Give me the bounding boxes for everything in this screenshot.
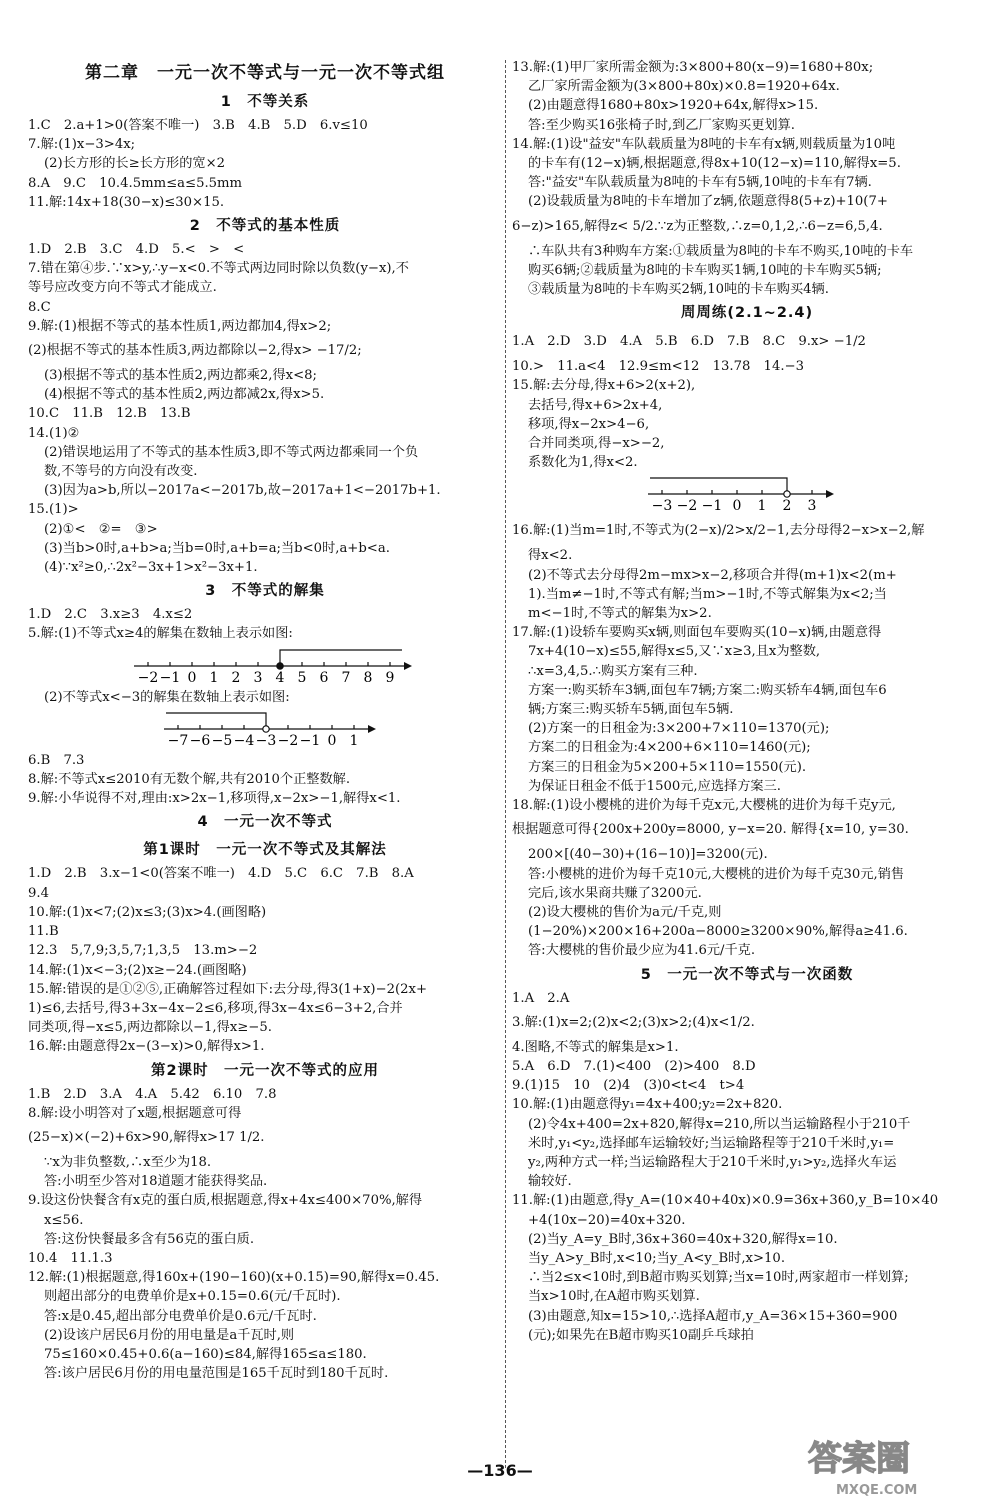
tick-label: −1 — [701, 498, 723, 515]
answer-line: 为保证日租金不低于1500元,应选择方案三. — [528, 778, 781, 794]
answer-line: 16.解:(1)当m=1时,不等式为(2−x)/2>x/2−1,去分母得2−x>x−2,解 — [512, 523, 925, 539]
answer-line: (2)根据不等式的基本性质3,两边都除以−2,得x> −17/2; — [28, 343, 362, 359]
answer-line: 移项,得x−2x>4−6, — [528, 416, 650, 432]
page-number: —136— — [467, 1461, 533, 1480]
answer-line: 200×[(40−30)+(16−10)]=3200(元). — [528, 847, 768, 863]
tick-label: 3 — [807, 498, 817, 515]
answer-line: 答:小明至少答对18道题才能获得奖品. — [44, 1174, 268, 1190]
answer-line: 方案二的日租金为:4×200+6×110=1460(元); — [528, 740, 811, 756]
answer-line: 1.D 2.C 3.x≥3 4.x≤2 — [28, 607, 193, 623]
answer-line: (2)设该户居民6月份的用电量是a千瓦时,则 — [44, 1327, 295, 1343]
answer-line: m<−1时,不等式的解集为x>2. — [528, 606, 712, 622]
answer-line: 购买6辆;②载质量为8吨的卡车购买1辆,10吨的卡车购买5辆; — [528, 262, 882, 278]
tick-label: −6 — [189, 732, 211, 749]
axis-arrow — [404, 662, 412, 670]
answer-line: 10.解:(1)由题意得y₁=4x+400;y₂=2x+820. — [512, 1097, 783, 1113]
tick-label: −1 — [159, 669, 181, 686]
answer-line: 14.(1)② — [28, 425, 80, 441]
answer-line: 9.(1)15 10 (2)4 (3)0<t<4 t>4 — [512, 1078, 745, 1094]
tick-label: 2 — [782, 498, 792, 515]
answer-line: (2)设大樱桃的售价为a元/千克,则 — [528, 904, 722, 920]
answer-line: (3)当b>0时,a+b>a;当b=0时,a+b=a;当b<0时,a+b<a. — [44, 540, 390, 556]
open-endpoint — [784, 491, 790, 497]
answer-line: 答:至少购买16张椅子时,到乙厂家购买更划算. — [528, 117, 795, 133]
answer-line: 15.解:去分母,得x+6>2(x+2), — [512, 378, 696, 394]
answer-line: (2)当y_A=y_B时,36x+360=40x+320,解得x=10. — [528, 1231, 838, 1247]
answer-line: 1.D 2.B 3.x−1<0(答案不唯一) 4.D 5.C 6.C 7.B 8.A — [28, 866, 414, 882]
answer-line: 答:x是0.45,超出部分电费单价是0.6元/千瓦时. — [44, 1308, 317, 1324]
tick-label: −7 — [167, 732, 189, 749]
answer-line: (2)①< ②= ③> — [44, 521, 158, 537]
answer-line: ∴x=3,4,5.∴购买方案有三种. — [528, 663, 698, 679]
answer-line: 9.4 — [28, 885, 49, 901]
watermark-logo — [776, 1432, 986, 1498]
tick-label: 8 — [363, 669, 373, 686]
number-line-svg — [28, 644, 498, 688]
tick-label: −2 — [137, 669, 159, 686]
answer-line: 去括号,得x+6>2x+4, — [528, 397, 663, 413]
watermark-text: 答案圈 — [808, 1439, 910, 1479]
answer-line: 方案一:购买轿车3辆,面包车7辆;方案二:购买轿车4辆,面包车6 — [528, 682, 887, 698]
tick-label: −1 — [299, 732, 321, 749]
answer-line: 答:该户居民6月份的用电量范围是165千瓦时到180千瓦时. — [44, 1366, 389, 1382]
answer-line: (2)不等式x<−3的解集在数轴上表示如图: — [44, 689, 290, 705]
answer-line: 得x<2. — [528, 548, 573, 564]
answer-line: (3)根据不等式的基本性质2,两边都乘2,得x<8; — [44, 368, 317, 384]
answer-line: 系数化为1,得x<2. — [528, 455, 638, 471]
answer-line: 数,不等号的方向没有改变. — [44, 464, 198, 480]
answer-line: 9.解:(1)根据不等式的基本性质1,两边都加4,得x>2; — [28, 318, 332, 334]
section-title: 4 一元一次不等式 — [197, 814, 333, 831]
answer-line: 方案三的日租金为5×200+5×110=1550(元). — [528, 759, 807, 775]
answer-line: 8.C — [28, 299, 51, 315]
answer-line: (2)错误地运用了不等式的基本性质3,即不等式两边都乘同一个负 — [44, 444, 419, 460]
axis-arrow — [826, 490, 834, 498]
answer-line: 6−z)>165,解得z< 5/2.∵z为正整数,∴z=0,1,2,∴6−z=6,5,4. — [512, 218, 883, 234]
answer-line: +4(10x−20)=40x+320. — [528, 1212, 686, 1228]
tick-label: 7 — [341, 669, 351, 686]
answer-line: 8.解:不等式x≤2010有无数个解,共有2010个正整数解. — [28, 772, 351, 788]
answer-line: (25−x)×(−2)+6x>90,解得x>17 1/2. — [28, 1129, 265, 1145]
answer-line: (3)由题意,知x=15>10,∴选择A超市,y_A=36×15+360=900 — [528, 1308, 898, 1324]
section-title: 5 一元一次不等式与一次函数 — [640, 966, 854, 983]
axis-arrow — [368, 725, 376, 733]
column-divider — [505, 60, 506, 1468]
answer-line: 10.解:(1)x<7;(2)x≤3;(3)x>4.(画图略) — [28, 904, 267, 920]
answer-line: (2)由题意得1680+80x>1920+64x,解得x>15. — [528, 98, 819, 114]
watermark-url: MXQE.COM — [836, 1483, 918, 1498]
answer-line: 13.解:(1)甲厂家所需金额为:3×800+80(x−9)=1680+80x; — [512, 60, 874, 75]
answer-line: (2)令4x+400=2x+820,解得x=210,所以当运输路程小于210千 — [528, 1116, 911, 1132]
answer-line: (1−20%)×200×16+200a−8000≥3200×90%,解得a≥41.6. — [528, 924, 908, 940]
answer-line: 1.C 2.a+1>0(答案不唯一) 3.B 4.B 5.D 6.v≤10 — [28, 118, 368, 133]
tick-label: 0 — [187, 669, 197, 686]
tick-label: −2 — [676, 498, 698, 515]
answer-line: (4)∵x²≥0,∴2x²−3x+1>x²−3x+1. — [44, 560, 258, 576]
chapter-title: 第二章 一元一次不等式与一元一次不等式组 — [85, 63, 445, 83]
answer-line: 1)≤6,去括号,得3+3x−4x−2≤6,移项,得3x−4x≤6−3+2,合并 — [28, 1000, 403, 1016]
answer-line: (2)设载质量为8吨的卡车增加了z辆,依题意得8(5+z)+10(7+ — [528, 194, 888, 210]
tick-label: 3 — [253, 669, 263, 686]
answer-line: 同类项,得−x≤5,两边都除以−1,得x≥−5. — [28, 1020, 272, 1036]
answer-line: 5.解:(1)不等式x≥4的解集在数轴上表示如图: — [28, 626, 293, 642]
answer-line: 乙厂家所需金额为(3×800+80x)×0.8=1920+64x. — [528, 79, 840, 95]
answer-line: 1).当m≠−1时,不等式有解;当m>−1时,不等式解集为x<2;当 — [528, 586, 887, 602]
answer-line: 根据题意可得{200x+200y=8000, y−x=20. 解得{x=10, y=30. — [512, 822, 909, 838]
answer-line: 3.解:(1)x=2;(2)x<2;(3)x>2;(4)x<1/2. — [512, 1014, 755, 1030]
answer-line: 当y_A>y_B时,x<10;当y_A<y_B时,x>10. — [528, 1250, 786, 1266]
tick-label: 6 — [319, 669, 329, 686]
answer-line: ∴车队共有3种购车方案:①载质量为8吨的卡车不购买,10吨的卡车 — [528, 243, 914, 259]
tick-label: 1 — [757, 498, 767, 515]
answer-line: 答:"益安"车队载质量为8吨的卡车有5辆,10吨的卡车有7辆. — [528, 175, 872, 191]
answer-line: ③载质量为8吨的卡车购买2辆,10吨的卡车购买4辆. — [528, 282, 829, 298]
number-line — [512, 472, 982, 516]
tick-label: 5 — [297, 669, 307, 686]
answer-line: 1.A 2.D 3.D 4.A 5.B 6.D 7.B 8.C 9.x> −1/2 — [512, 334, 866, 350]
answer-line: 10.C 11.B 12.B 13.B — [28, 406, 191, 422]
tick-label: 1 — [209, 669, 219, 686]
tick-label: 0 — [327, 732, 337, 749]
tick-label: 2 — [231, 669, 241, 686]
answer-line: y₂,两种方式一样;当运输路程大于210千米时,y₁>y₂,选择火车运 — [528, 1154, 897, 1170]
answer-line: 12.解:(1)根据题意,得160x+(190−160)(x+0.15)=90,解得x=0.45. — [28, 1270, 440, 1286]
answer-line: 等号应改变方向不等式才能成立. — [28, 280, 217, 296]
answer-line: 75≤160×0.45+0.6(a−160)≤84,解得165≤a≤180. — [44, 1346, 367, 1362]
answer-line: 7x+4(10−x)≤55,解得x≤5,又∵x≥3,且x为整数, — [528, 644, 821, 660]
solution-bracket — [280, 650, 402, 666]
tick-label: 9 — [385, 669, 395, 686]
answer-line: 输较好. — [528, 1174, 572, 1190]
answer-line: 17.解:(1)设轿车要购买x辆,则面包车要购买(10−x)辆,由题意得 — [512, 625, 882, 641]
answer-line: 合并同类项,得−x>−2, — [528, 436, 665, 452]
answer-line: 15.解:错误的是①②⑤,正确解答过程如下:去分母,得3(1+x)−2(2x+ — [28, 981, 428, 997]
answer-line: (2)方案一的日租金为:3×200+7×110=1370(元); — [528, 721, 830, 737]
tick-label: −4 — [233, 732, 255, 749]
tick-label: −5 — [211, 732, 233, 749]
tick-label: −3 — [651, 498, 673, 515]
answer-line: 8.A 9.C 10.4.5mm≤a≤5.5mm — [28, 175, 243, 191]
tick-label: 4 — [275, 669, 285, 686]
answer-line: 9.设这份快餐含有x克的蛋白质,根据题意,得x+4x≤400×70%,解得 — [28, 1193, 423, 1209]
answer-line: 10.> 11.a<4 12.9≤m<12 13.78 14.−3 — [512, 359, 804, 375]
answer-line: 9.解:小华说得不对,理由:x>2x−1,移项得,x−2x>−1,解得x<1. — [28, 791, 401, 807]
number-line-svg — [28, 707, 498, 751]
number-line — [28, 707, 502, 751]
section-title: 3 不等式的解集 — [205, 583, 325, 600]
answer-line: 12.3 5,7,9;3,5,7;1,3,5 13.m>−2 — [28, 943, 258, 959]
answer-line: ∵x为非负整数,∴x至少为18. — [44, 1154, 212, 1170]
answer-line: 8.解:设小明答对了x题,根据题意可得 — [28, 1105, 242, 1121]
answer-line: 答:这份快餐最多含有56克的蛋白质. — [44, 1231, 255, 1247]
answer-line: (4)根据不等式的基本性质2,两边都减2x,得x>5. — [44, 387, 325, 403]
answer-line: (2)不等式去分母得2m−mx>x−2,移项合并得(m+1)x<2(m+ — [528, 567, 897, 583]
right-column — [512, 58, 982, 1345]
left-column — [28, 58, 502, 1383]
answer-line: 1.A 2.A — [512, 990, 570, 1006]
answer-line: 18.解:(1)设小樱桃的进价为每千克x元,大樱桃的进价为每千克y元, — [512, 798, 896, 814]
section-title: 周周练(2.1~2.4) — [680, 305, 814, 322]
answer-line: 当x>10时,在A超市购买划算. — [528, 1289, 700, 1305]
section-title: 1 不等关系 — [220, 94, 310, 110]
answer-line: 答:小樱桃的进价为每千克10元,大樱桃的进价为每千克30元,销售 — [528, 866, 905, 882]
answer-line: (3)因为a>b,所以−2017a<−2017b,故−2017a+1<−2017b+1. — [44, 483, 441, 499]
solid-endpoint — [277, 662, 283, 668]
answer-line: 4.图略,不等式的解集是x>1. — [512, 1039, 679, 1055]
answer-line: 完后,该水果商共赚了3200元. — [528, 885, 702, 901]
answer-line: x≤56. — [44, 1212, 84, 1228]
answer-line: 11.B — [28, 924, 59, 940]
answer-line: (2)长方形的长≥长方形的宽×2 — [44, 156, 226, 172]
number-line — [28, 644, 502, 688]
answer-line: 的卡车有(12−x)辆,根据题意,得8x+10(12−x)=110,解得x=5. — [528, 156, 901, 172]
answer-line: 15.(1)> — [28, 502, 79, 518]
tick-label: −3 — [255, 732, 277, 749]
section-title: 第2课时 一元一次不等式的应用 — [150, 1062, 380, 1079]
answer-line: 7.解:(1)x−3>4x; — [28, 137, 136, 153]
answer-line: 11.解:14x+18(30−x)≤30×15. — [28, 194, 225, 210]
solution-bracket — [166, 713, 266, 729]
answer-line: 10.4 11.1.3 — [28, 1250, 113, 1266]
answer-line: 米时,y₁<y₂,选择邮车运输较好;当运输路程等于210千米时,y₁= — [528, 1135, 895, 1151]
answer-line: 答:大樱桃的售价最少应为41.6元/千克. — [528, 943, 756, 959]
answer-line: 1.D 2.B 3.C 4.D 5.< > < — [28, 242, 245, 258]
answer-line: 11.解:(1)由题意,得y_A=(10×40+40x)×0.9=36x+360,y_B=10×40 — [512, 1193, 939, 1209]
solution-bracket — [650, 478, 787, 494]
tick-label: 0 — [732, 498, 742, 515]
answer-line: 辆;方案三:购买轿车5辆,面包车5辆. — [528, 702, 734, 718]
answer-line: 14.解:(1)设"益安"车队载质量为8吨的卡车有x辆,则载质量为10吨 — [512, 136, 896, 152]
section-title: 2 不等式的基本性质 — [189, 218, 341, 235]
tick-label: 1 — [349, 732, 359, 749]
answer-line: 6.B 7.3 — [28, 752, 85, 768]
answer-line: 则超出部分的电费单价是x+0.15=0.6(元/千瓦时). — [44, 1289, 341, 1305]
number-line-svg — [512, 472, 982, 516]
answer-line: 14.解:(1)x<−3;(2)x≥−24.(画图略) — [28, 962, 247, 978]
open-endpoint — [263, 726, 269, 732]
section-title: 第1课时 一元一次不等式及其解法 — [143, 842, 387, 859]
answer-line: ∴当2≤x<10时,到B超市购买划算;当x=10时,两家超市一样划算; — [528, 1270, 909, 1286]
answer-line: 16.解:由题意得2x−(3−x)>0,解得x>1. — [28, 1039, 265, 1055]
answer-line: 1.B 2.D 3.A 4.A 5.42 6.10 7.8 — [28, 1086, 277, 1102]
tick-label: −2 — [277, 732, 299, 749]
answer-line: 5.A 6.D 7.(1)<400 (2)>400 8.D — [512, 1058, 756, 1074]
answer-line: 7.错在第④步.∵x>y,∴y−x<0.不等式两边同时除以负数(y−x),不 — [28, 261, 409, 277]
answer-line: (元);如果先在B超市购买10副乒乓球拍 — [528, 1327, 754, 1343]
